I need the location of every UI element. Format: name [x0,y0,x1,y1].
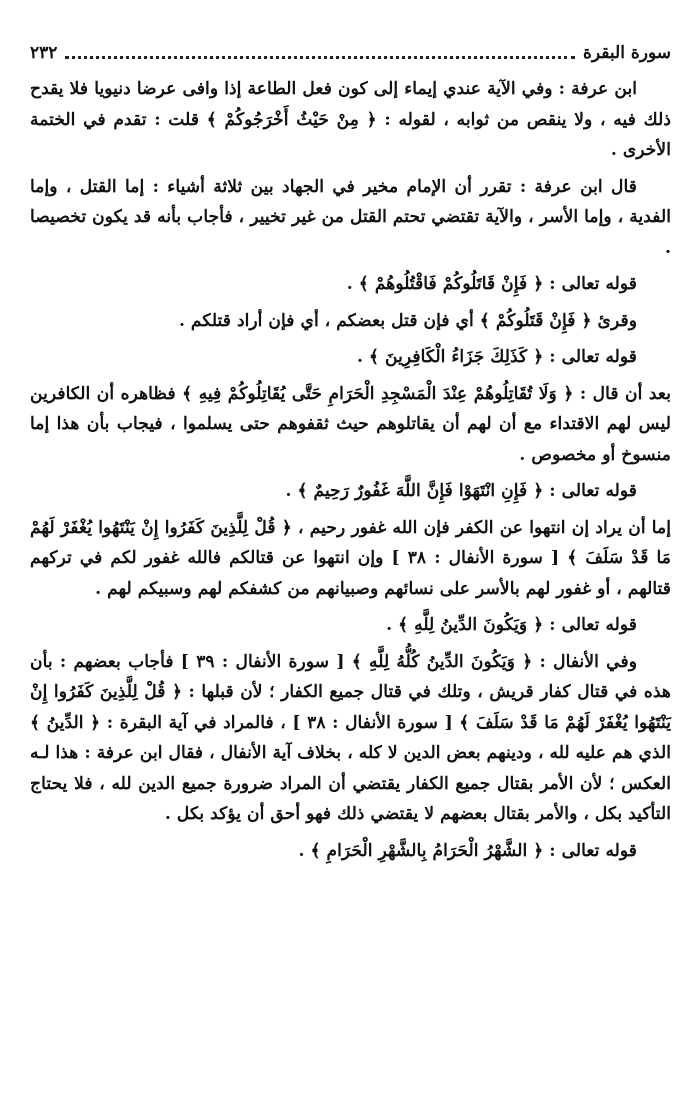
paragraph: قوله تعالى : ﴿ الشَّهْرُ الْحَرَامُ بِالشَّهْرِ الْحَرَامِ ﴾ . [298,840,637,861]
paragraph: قال ابن عرفة : تقرر أن الإمام مخير في الجهاد بين ثلاثة أشياء : إما القتل ، وإما الفدية ، وإما الأسر ، والآية تقتضي تحتم القتل من غير تخيير ، فأجاب بأنه قد يكون تخصيصا . [30,176,671,258]
running-header [30,36,671,70]
paragraph: قوله تعالى : ﴿ كَذَلِكَ جَزَاءُ الْكَافِرِينَ ﴾ . [357,347,637,367]
book-page [30,36,671,1086]
body-text [30,74,671,866]
paragraph: قوله تعالى : ﴿ فَإِنِ انْتَهَوْا فَإِنَّ اللَّهَ غَفُورٌ رَحِيمٌ ﴾ . [285,481,637,501]
paragraph: ابن عرفة : وفي الآية عندي إيماء إلى كون فعل الطاعة إذا وافى عرضا دنيويا فلا يقدح ذلك فيه ، ولا ينقص من ثوابه ، لقوله : ﴿ مِنْ حَيْثُ أَخْرَجُوكُمْ ﴾ قلت : تقدم في الختمة الأخرى . [30,79,671,160]
paragraph: وقرئ ﴿ فَإِنْ قَتَلُوكُمْ ﴾ أي فإن قتل بعضكم ، أي فإن أراد قتلكم . [178,310,637,331]
surah-title: سورة البقرة [583,42,671,63]
page-number: ٢٣٢ [30,42,58,63]
paragraph: قوله تعالى : ﴿ وَيَكُونَ الدِّينُ لِلَّهِ ﴾ . [386,615,637,635]
header-dotted-leader [65,56,575,59]
paragraph: وفي الأنفال : ﴿ وَيَكُونَ الدِّينُ كُلُّهُ لِلَّهِ ﴾ [ سورة الأنفال : ٣٩ ] فأجاب بعضهم : بأن هذه في قتال كفار قريش ، وتلك في قتال جميع الكفار ؛ لأن قبلها : ﴿ قُلْ لِلَّذِينَ كَفَرُوا إِنْ يَنْتَهُوا يُغْفَرْ لَهُمْ مَا قَدْ سَلَفَ ﴾ [ سورة الأنفال : ٣٨ ] ، فالمراد في آية البقرة : ﴿ الدِّينُ ﴾ الذي هم عليه لله ، ودينهم بعض الدين لا كله ، بخلاف آية الأنفال ، فقال ابن عرفة : هذا لـه العكس ؛ لأن الأمر بقتال جميع الكفار يقتضي أن المراد ضرورة جميع الدين لله ، فلا يحتاج التأكيد بكل ، والأمر بقتال بعضهم لا يقتضي ذلك فهو أحق أن يؤكد بكل . [30,651,671,824]
paragraph: قوله تعالى : ﴿ فَإِنْ قَاتَلُوكُمْ فَاقْتُلُوهُمْ ﴾ . [346,274,637,294]
paragraph: إما أن يراد إن انتهوا عن الكفر فإن الله غفور رحيم ، ﴿ قُلْ لِلَّذِينَ كَفَرُوا إِنْ يَنْتَهُوا يُغْفَرْ لَهُمْ مَا قَدْ سَلَفَ ﴾ [ سورة الأنفال : ٣٨ ] وإن انتهوا عن قتالكم فالله غفور لكم في تركهم قتالهم ، أو غفور لهم بالأسر على نسائهم وصبيانهم من كشفكم لهم وسبيكم لهم . [30,517,671,599]
paragraph: بعد أن قال : ﴿ وَلَا تُقَاتِلُوهُمْ عِنْدَ الْمَسْجِدِ الْحَرَامِ حَتَّى يُقَاتِلُوكُمْ فِيهِ ﴾ فظاهره أن الكافرين ليس لهم الاقتداء مع أن لهم أن يقاتلوهم حيث ثقفوهم حتى يسلموا ، فيجاب بأن هذا إما منسوخ أو مخصوص . [30,383,671,465]
